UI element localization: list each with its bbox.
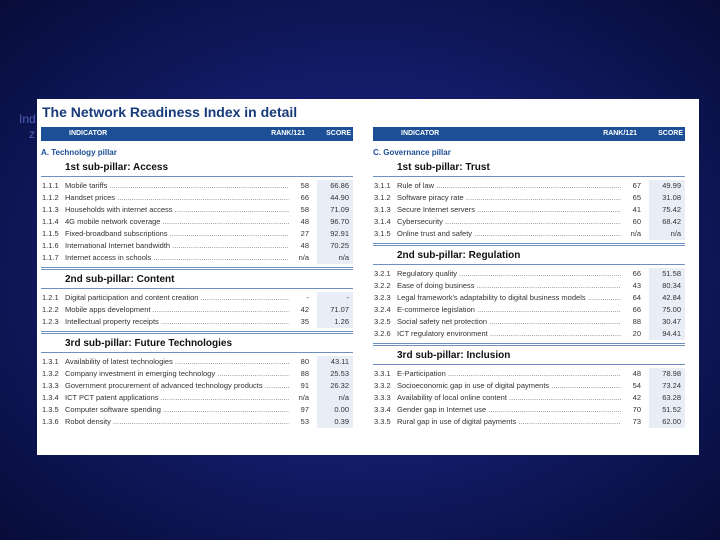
indicator-rank: 67: [621, 180, 641, 192]
indicator-score: 51.52: [662, 405, 681, 414]
indicator-rank: 58: [289, 180, 309, 192]
indicator-code: 3.2.3: [374, 293, 391, 302]
indicator-code: 3.3.3: [374, 393, 391, 402]
indicator-score: 44.90: [330, 193, 349, 202]
header-indicator: INDICATOR: [69, 130, 108, 137]
indicator-row: [373, 404, 685, 416]
indicator-name: E-Participation .....: [397, 368, 625, 380]
indicator-code: 3.1.2: [374, 193, 391, 202]
indicator-code: 3.2.5: [374, 317, 391, 326]
indicator-row: [41, 416, 353, 428]
indicator-code: 3.3.1: [374, 369, 391, 378]
indicator-rank: 64: [621, 292, 641, 304]
indicator-rank: 73: [621, 416, 641, 428]
indicator-row: [41, 316, 353, 328]
indicator-row: [41, 180, 353, 192]
indicator-score: 92.91: [330, 229, 349, 238]
indicator-name: Cybersecurity .....: [397, 216, 625, 228]
indicator-name: Rule of law .....: [397, 180, 625, 192]
indicator-name: Socioeconomic gap in use of digital payments .....: [397, 380, 625, 392]
indicator-score: 42.84: [662, 293, 681, 302]
indicator-score: n/a: [670, 229, 681, 238]
indicator-code: 1.1.5: [42, 229, 59, 238]
indicator-code: 3.1.4: [374, 217, 391, 226]
indicator-score: 1.26: [334, 317, 349, 326]
indicator-rank: 80: [289, 356, 309, 368]
indicator-name: Online trust and safety .....: [397, 228, 625, 240]
indicator-row: [373, 292, 685, 304]
indicator-code: 1.2.2: [42, 305, 59, 314]
indicator-row: [41, 304, 353, 316]
indicator-score: 62.00: [662, 417, 681, 426]
indicator-name: Software piracy rate .....: [397, 192, 625, 204]
indicator-code: 3.2.1: [374, 269, 391, 278]
indicator-code: 1.1.2: [42, 193, 59, 202]
indicator-code: 3.1.3: [374, 205, 391, 214]
indicator-row: [373, 328, 685, 340]
subpillar-title: 3rd sub-pillar: Inclusion: [397, 350, 511, 361]
indicator-name: Secure Internet servers .....: [397, 204, 625, 216]
indicator-score: 25.53: [330, 369, 349, 378]
header-rank: RANK/121: [271, 130, 305, 137]
indicator-name: Fixed-broadband subscriptions .....: [65, 228, 293, 240]
indicator-row: [373, 216, 685, 228]
indicator-name: Mobile apps development .....: [65, 304, 293, 316]
indicator-code: 1.3.5: [42, 405, 59, 414]
subpillar-title: 1st sub-pillar: Trust: [397, 162, 490, 173]
indicator-row: [41, 368, 353, 380]
indicator-row: [41, 204, 353, 216]
pillar-title: C. Governance pillar: [373, 148, 451, 157]
indicator-name: ICT regulatory environment .....: [397, 328, 625, 340]
indicator-code: 1.2.1: [42, 293, 59, 302]
indicator-name: Availability of latest technologies .....: [65, 356, 293, 368]
indicator-score: 49.99: [662, 181, 681, 190]
indicator-name: Intellectual property receipts .....: [65, 316, 293, 328]
indicator-rank: 58: [289, 204, 309, 216]
indicator-rank: 35: [289, 316, 309, 328]
indicator-score: 71.09: [330, 205, 349, 214]
indicator-code: 1.1.4: [42, 217, 59, 226]
indicator-score: 75.42: [662, 205, 681, 214]
header-score: SCORE: [326, 130, 351, 137]
indicator-row: [41, 216, 353, 228]
slide-ghost-text-2: z: [29, 127, 35, 141]
slide-ghost-text-1: Ind: [19, 112, 36, 126]
indicator-score: 94.41: [662, 329, 681, 338]
indicator-score: n/a: [338, 393, 349, 402]
indicator-row: [41, 192, 353, 204]
indicator-code: 1.1.1: [42, 181, 59, 190]
header-rank: RANK/121: [603, 130, 637, 137]
table-header: [41, 127, 353, 141]
indicator-score: 96.70: [330, 217, 349, 226]
indicator-rank: 27: [289, 228, 309, 240]
indicator-score: 80.34: [662, 281, 681, 290]
indicator-row: [41, 356, 353, 368]
indicator-name: Rural gap in use of digital payments .....: [397, 416, 625, 428]
document-title: The Network Readiness Index in detail: [42, 104, 298, 120]
indicator-score: 26.32: [330, 381, 349, 390]
indicator-code: 3.3.2: [374, 381, 391, 390]
indicator-name: Legal framework's adaptability to digital business models .....: [397, 292, 625, 304]
indicator-code: 1.3.2: [42, 369, 59, 378]
indicator-name: Regulatory quality .....: [397, 268, 625, 280]
indicator-rank: 43: [621, 280, 641, 292]
indicator-name: Robot density .....: [65, 416, 293, 428]
indicator-row: [41, 392, 353, 404]
indicator-code: 3.3.4: [374, 405, 391, 414]
indicator-row: [41, 404, 353, 416]
subpillar-title: 2nd sub-pillar: Regulation: [397, 250, 521, 261]
indicator-row: [41, 380, 353, 392]
indicator-row: [373, 380, 685, 392]
indicator-score: 43.11: [330, 357, 349, 366]
indicator-code: 1.3.4: [42, 393, 59, 402]
indicator-name: Mobile tariffs .....: [65, 180, 293, 192]
indicator-row: [373, 268, 685, 280]
subpillar-title: 2nd sub-pillar: Content: [65, 274, 175, 285]
indicator-rank: 97: [289, 404, 309, 416]
header-indicator: INDICATOR: [401, 130, 440, 137]
governance-pillar-column: [373, 127, 685, 428]
indicator-row: [373, 304, 685, 316]
indicator-rank: 66: [289, 192, 309, 204]
indicator-name: Availability of local online content .....: [397, 392, 625, 404]
indicator-row: [373, 180, 685, 192]
indicator-score: 31.08: [662, 193, 681, 202]
indicator-rank: 48: [289, 240, 309, 252]
indicator-score: 68.42: [662, 217, 681, 226]
indicator-row: [373, 392, 685, 404]
indicator-row: [373, 316, 685, 328]
indicator-name: Internet access in schools .....: [65, 252, 293, 264]
indicator-row: [373, 416, 685, 428]
indicator-rank: n/a: [289, 252, 309, 264]
indicator-name: 4G mobile network coverage .....: [65, 216, 293, 228]
indicator-code: 3.1.1: [374, 181, 391, 190]
indicator-score: 71.07: [330, 305, 349, 314]
indicator-row: [373, 204, 685, 216]
indicator-score: 0.00: [334, 405, 349, 414]
indicator-code: 1.3.6: [42, 417, 59, 426]
indicator-rank: 70: [621, 404, 641, 416]
indicator-rank: n/a: [621, 228, 641, 240]
indicator-row: [41, 228, 353, 240]
indicator-code: 1.2.3: [42, 317, 59, 326]
indicator-score: 75.00: [662, 305, 681, 314]
indicator-code: 3.2.4: [374, 305, 391, 314]
indicator-rank: 60: [621, 216, 641, 228]
indicator-rank: 48: [289, 216, 309, 228]
indicator-name: Handset prices .....: [65, 192, 293, 204]
indicator-row: [373, 368, 685, 380]
subpillar-title: 3rd sub-pillar: Future Technologies: [65, 338, 233, 349]
indicator-name: ICT PCT patent applications .....: [65, 392, 293, 404]
indicator-row: [41, 292, 353, 304]
indicator-code: 1.3.1: [42, 357, 59, 366]
table-header: [373, 127, 685, 141]
indicator-score: -: [346, 293, 349, 302]
header-score: SCORE: [658, 130, 683, 137]
indicator-name: Government procurement of advanced technology products .....: [65, 380, 293, 392]
indicator-name: Ease of doing business .....: [397, 280, 625, 292]
indicator-code: 1.1.3: [42, 205, 59, 214]
indicator-name: Social safety net protection .....: [397, 316, 625, 328]
indicator-score: 78.98: [662, 369, 681, 378]
indicator-score: 0.39: [334, 417, 349, 426]
indicator-score: 73.24: [662, 381, 681, 390]
indicator-name: International Internet bandwidth .....: [65, 240, 293, 252]
indicator-row: [41, 252, 353, 264]
indicator-score: 70.25: [330, 241, 349, 250]
nri-detail-table-image: [37, 99, 699, 455]
subpillar-title: 1st sub-pillar: Access: [65, 162, 169, 173]
indicator-name: E-commerce legislation .....: [397, 304, 625, 316]
indicator-code: 1.1.6: [42, 241, 59, 250]
indicator-rank: 66: [621, 268, 641, 280]
indicator-score: 66.86: [330, 181, 349, 190]
indicator-rank: 20: [621, 328, 641, 340]
indicator-rank: 65: [621, 192, 641, 204]
indicator-score: 63.28: [662, 393, 681, 402]
indicator-row: [373, 192, 685, 204]
indicator-rank: 42: [621, 392, 641, 404]
indicator-row: [373, 228, 685, 240]
indicator-rank: -: [289, 292, 309, 304]
indicator-score: 30.47: [662, 317, 681, 326]
indicator-row: [373, 280, 685, 292]
indicator-code: 3.1.5: [374, 229, 391, 238]
indicator-score: n/a: [338, 253, 349, 262]
indicator-rank: 48: [621, 368, 641, 380]
indicator-rank: 54: [621, 380, 641, 392]
indicator-rank: 42: [289, 304, 309, 316]
indicator-rank: 53: [289, 416, 309, 428]
pillar-title: A. Technology pillar: [41, 148, 117, 157]
indicator-name: Digital participation and content creation .....: [65, 292, 293, 304]
indicator-score: 51.58: [662, 269, 681, 278]
indicator-row: [41, 240, 353, 252]
indicator-name: Households with internet access .....: [65, 204, 293, 216]
indicator-name: Gender gap in Internet use .....: [397, 404, 625, 416]
indicator-rank: 41: [621, 204, 641, 216]
indicator-code: 3.2.6: [374, 329, 391, 338]
indicator-code: 1.3.3: [42, 381, 59, 390]
technology-pillar-column: [41, 127, 353, 428]
indicator-rank: 88: [621, 316, 641, 328]
indicator-code: 3.2.2: [374, 281, 391, 290]
indicator-code: 1.1.7: [42, 253, 59, 262]
indicator-code: 3.3.5: [374, 417, 391, 426]
indicator-name: Company investment in emerging technology .....: [65, 368, 293, 380]
indicator-rank: 88: [289, 368, 309, 380]
indicator-rank: 91: [289, 380, 309, 392]
indicator-name: Computer software spending .....: [65, 404, 293, 416]
indicator-rank: n/a: [289, 392, 309, 404]
indicator-rank: 66: [621, 304, 641, 316]
